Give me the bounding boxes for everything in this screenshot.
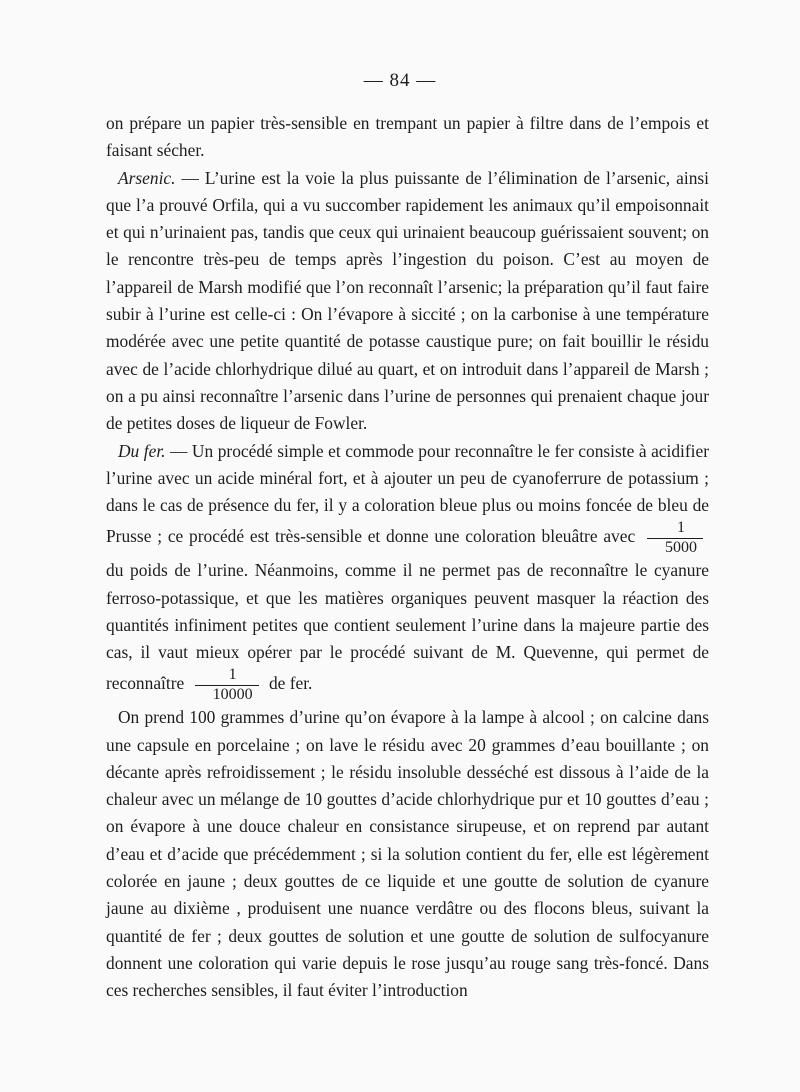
section-heading-fer: Du fer. (118, 440, 166, 461)
fraction-1-10000 (195, 666, 259, 704)
section-heading-arsenic: Arsenic. (118, 167, 176, 188)
body-text (106, 110, 709, 1004)
paragraph-text: de fer. (268, 673, 313, 694)
paragraph-text: du poids de l’urine. Néanmoins, comme il ne permet pas de reconnaître le cyanure ferroso-potassique, et que les matières organiques peuvent masquer la réaction des quantités infiniment petites que contient seulement l’urine dans la majeure partie des cas, il vaut mieux opérer par le procédé suivant de M. Quevenne, qui permet de reconnaître (106, 560, 709, 694)
fraction-numerator: 1 (195, 666, 259, 685)
fraction-denominator: 10000 (212, 685, 253, 703)
paragraph-text: — Un procédé simple et commode pour reconnaître le fer consiste à acidifier l’urine avec un acide minéral fort, et à ajouter un peu de cyanoferrure de potassium ; dans le cas de présence du fer, il y a coloration bleue plus ou moins foncée de bleu de Prusse ; ce procédé est très-sensible et donne une coloration bleuâtre avec (106, 440, 710, 547)
fraction-numerator: 1 (647, 519, 703, 538)
paragraph-continuation: on prépare un papier très-sensible en trempant un papier à filtre dans de l’empois et faisant sécher. (106, 113, 709, 161)
fraction-denominator: 5000 (665, 538, 697, 556)
paragraph-fer (106, 438, 709, 705)
paragraph-procedure: On prend 100 grammes d’urine qu’on évapore à la lampe à alcool ; on calcine dans une capsule en porcelaine ; on lave le résidu avec 20 grammes d’eau bouillante ; on décante après refroidissement ; le résidu insoluble desséché est dissous à l’aide de la chaleur avec un mélange de 10 gouttes d’acide chlorhydrique pur et 10 gouttes d’eau ; on évapore à une douce chaleur en consistance sirupeuse, et on reprend par autant d’eau et d’acide que précédemment ; si la solution contient du fer, elle est légèrement colorée en jaune ; deux gouttes de ce liquide et une goutte de solution de cyanure jaune au dixième , produisent une nuance verdâtre ou des flocons bleus, suivant la quantité de fer ; deux gouttes de solution et une goutte de solution de sulfocyanure donnent une coloration qui varie depuis le rose jusqu’au rouge sang très-foncé. Dans ces recherches sensibles, il faut éviter l’introduction (106, 707, 709, 1001)
paragraph-text: — L’urine est la voie la plus puissante de l’élimination de l’arsenic, ainsi que l’a prouvé Orfila, qui a vu succomber rapidement les animaux qu’il empoisonnait et qui n’urinaient pas, tandis que ceux qui urinaient beaucoup guérissaient souvent; on le rencontre très-peu de temps après l’ingestion du poison. C’est au moyen de l’appareil de Marsh modifié que l’on reconnaît l’arsenic; la préparation qu’il faut faire subir à l’urine est celle-ci : On l’évapore à siccité ; on la carbonise à une température modérée avec une petite quantité de potasse caustique pure; on fait bouillir le résidu avec de l’acide chlorhydrique dilué au quart, et on introduit dans l’appareil de Marsh ; on a pu ainsi reconnaître l’arsenic dans l’urine de personnes qui prenaient chaque jour de petites doses de liqueur de Fowler. (106, 167, 709, 434)
page-number: — 84 — (363, 70, 437, 91)
fraction-1-5000 (647, 519, 703, 557)
paragraph-arsenic (106, 165, 709, 438)
